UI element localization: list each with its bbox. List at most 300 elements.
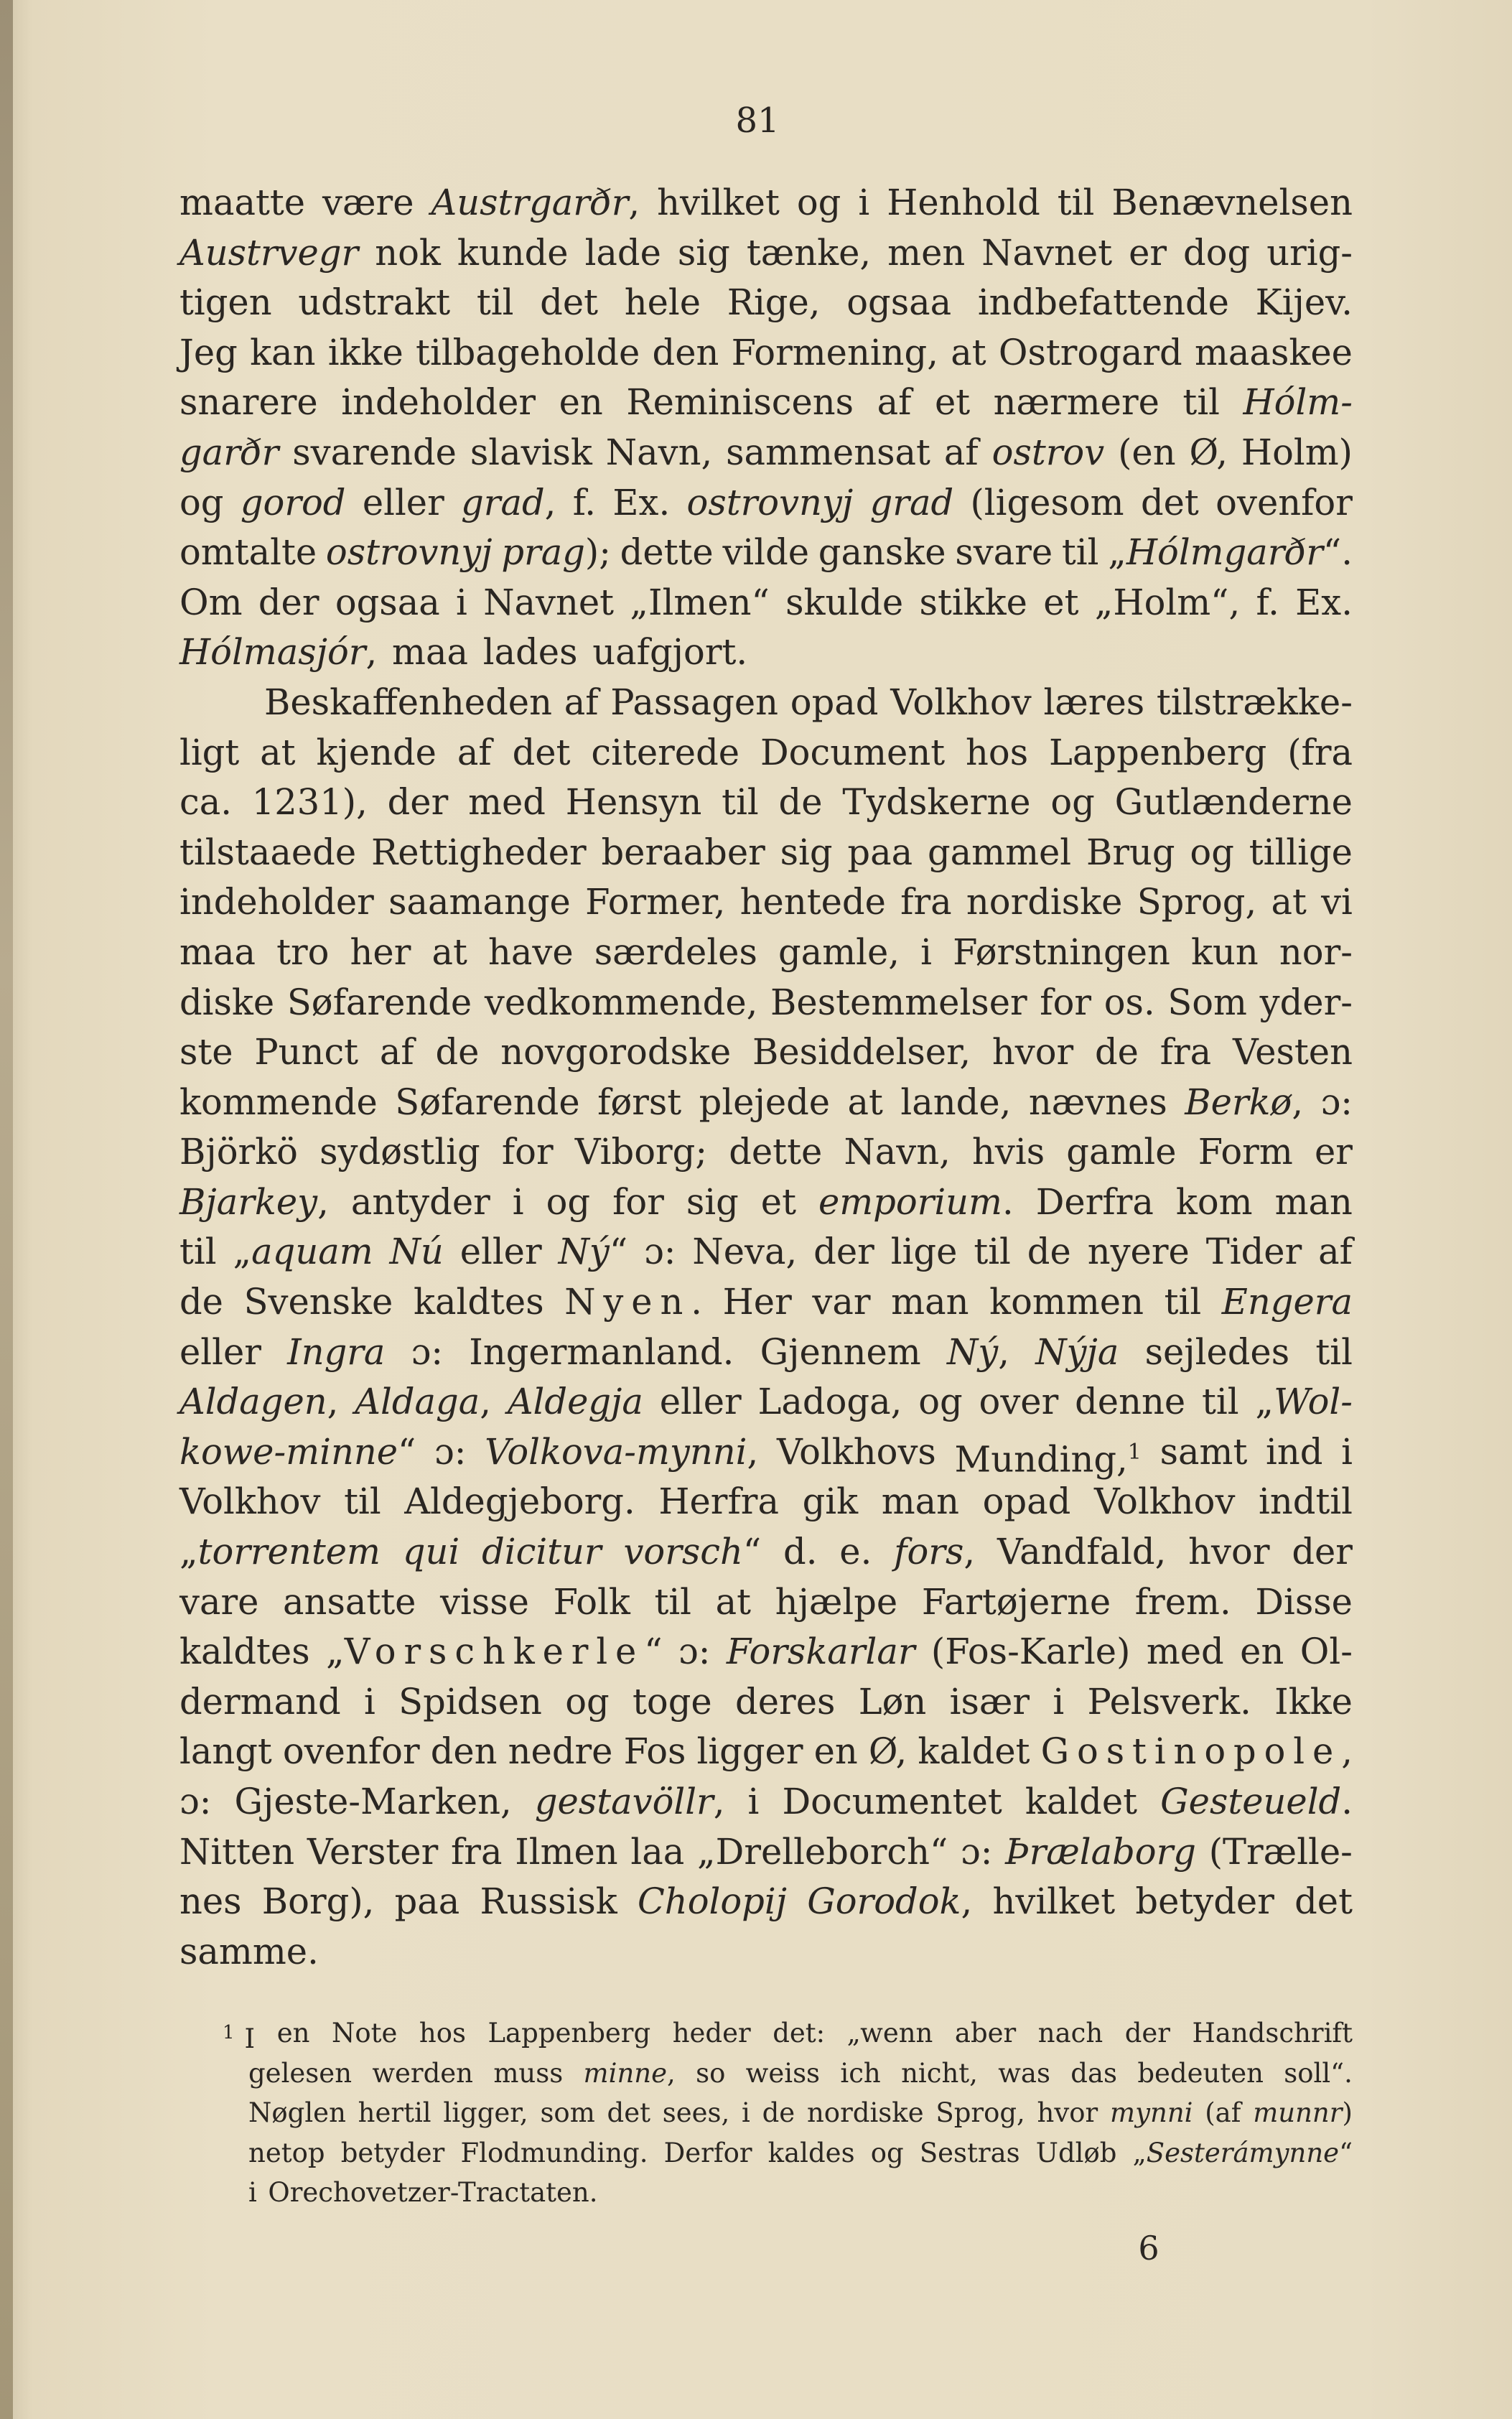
- word: til: [974, 1231, 1011, 1273]
- word: Ladoga,: [757, 1381, 902, 1423]
- word: Form: [1198, 1131, 1293, 1173]
- word: indeholder: [179, 881, 374, 923]
- word: ɔ:: [179, 1781, 212, 1822]
- word: gamle,: [778, 931, 900, 973]
- word: visse: [440, 1580, 529, 1623]
- word: være: [322, 182, 414, 223]
- word: Henhold: [887, 182, 1040, 223]
- word: nok: [375, 231, 441, 274]
- word: Ø,: [868, 1730, 907, 1773]
- word: Lappenberg: [1049, 731, 1267, 773]
- word: Nøglen: [248, 2097, 346, 2128]
- word: et: [1043, 581, 1079, 623]
- word: Borg),: [261, 1880, 375, 1923]
- word: vare: [179, 1580, 259, 1623]
- word: hertil: [358, 2097, 431, 2128]
- word: for: [1040, 981, 1092, 1023]
- text-line: [179, 678, 1353, 728]
- word: nævnes: [1028, 1081, 1167, 1123]
- word: ɔ:: [644, 1231, 676, 1273]
- word: Aldagen,: [179, 1381, 339, 1423]
- word: den: [430, 1730, 498, 1773]
- text-line: [179, 628, 1353, 678]
- word: man: [881, 1481, 960, 1523]
- word: munnr): [1253, 2097, 1353, 2128]
- footnote-line: [179, 2173, 1353, 2213]
- word: Ostrogard: [998, 331, 1182, 373]
- word: Disse: [1255, 1580, 1353, 1623]
- word: tilstrække-: [1156, 681, 1353, 723]
- word: Gesteueld.: [1160, 1781, 1353, 1822]
- word: læres: [1043, 681, 1145, 723]
- text-line: [179, 328, 1353, 378]
- word: tænke,: [746, 231, 872, 274]
- word: gestavöllr,: [534, 1781, 725, 1822]
- text-line: [179, 728, 1353, 778]
- word: til: [1164, 1281, 1202, 1323]
- word: fra: [900, 881, 952, 923]
- word: kaldtes: [179, 1631, 310, 1673]
- word: (af: [1205, 2097, 1241, 2128]
- footnote-line: [179, 2133, 1353, 2173]
- word: de: [1027, 1231, 1071, 1273]
- word: deres: [735, 1680, 836, 1723]
- word: nærmere: [993, 381, 1159, 424]
- word: Berkø,: [1185, 1081, 1304, 1123]
- text-line: [179, 928, 1353, 978]
- word: til: [344, 1481, 381, 1523]
- word: Sprog,: [935, 2097, 1025, 2128]
- word: paa: [847, 831, 913, 873]
- word: af: [457, 731, 492, 773]
- word: ogsaa: [846, 281, 952, 324]
- word: og: [546, 1180, 591, 1223]
- word: lades: [482, 631, 578, 674]
- word: dette: [729, 1131, 823, 1173]
- word: det:: [773, 2018, 826, 2049]
- word: toge: [633, 1680, 712, 1723]
- word: Navn,: [844, 1131, 951, 1173]
- word: Björkö: [179, 1131, 298, 1173]
- word: ɔ:: [961, 1830, 993, 1873]
- word: Neva,: [692, 1231, 798, 1273]
- signature-mark: 6: [1138, 2229, 1159, 2267]
- word: Sprog,: [1137, 881, 1257, 923]
- word: Reminiscens: [626, 381, 854, 424]
- word: sig: [780, 831, 833, 873]
- word: eller: [459, 1231, 542, 1273]
- word: snarere: [179, 381, 318, 424]
- word: i: [512, 1180, 524, 1223]
- word: Beskaffenheden: [264, 681, 552, 723]
- word: lade: [584, 231, 661, 274]
- word: i: [742, 2097, 750, 2128]
- word: og: [1190, 831, 1234, 873]
- word: Fos: [623, 1730, 686, 1773]
- word: Munding,1: [954, 1438, 1142, 1481]
- word: Derfor: [663, 2137, 752, 2168]
- footnote-mark: 1: [223, 2022, 235, 2043]
- word: og: [870, 2137, 904, 2168]
- word: dog: [1183, 231, 1251, 274]
- word: at: [260, 731, 296, 773]
- word: werden: [372, 2057, 474, 2089]
- word: garðr: [179, 431, 279, 473]
- word: Spidsen: [398, 1680, 542, 1723]
- word: sig: [686, 1180, 739, 1223]
- word: kom: [1175, 1180, 1253, 1223]
- word: Passagen: [610, 681, 779, 723]
- text-line: [179, 1477, 1353, 1527]
- word: samme.: [179, 1930, 319, 1972]
- word: dermand: [179, 1680, 341, 1723]
- word: svarende: [292, 431, 457, 473]
- word: Cholopij: [637, 1880, 787, 1923]
- word: urig-: [1266, 231, 1353, 274]
- word: nes: [179, 1880, 242, 1923]
- word: Volkhov: [1093, 1481, 1236, 1523]
- word: de: [435, 1031, 480, 1073]
- word: sydøstlig: [319, 1131, 480, 1173]
- word: Ol-: [1299, 1631, 1353, 1673]
- word: til: [1315, 1330, 1353, 1373]
- word: so: [696, 2057, 726, 2089]
- word: eller: [362, 481, 444, 523]
- word: og: [1050, 781, 1095, 824]
- word: Benævnelsen: [1111, 182, 1353, 223]
- word: der: [1292, 1531, 1353, 1573]
- text-line: [179, 1427, 1353, 1481]
- word: maaskee: [1194, 331, 1353, 373]
- word: ikke: [327, 331, 403, 373]
- word: f.: [1256, 581, 1279, 623]
- word: hvor: [1037, 2097, 1098, 2128]
- word: stikke: [919, 581, 1027, 623]
- word: yder-: [1259, 981, 1353, 1023]
- word: opad: [982, 1481, 1071, 1523]
- word: de: [762, 2097, 795, 2128]
- text-line: [179, 1377, 1353, 1427]
- word: der: [1124, 2018, 1170, 2049]
- word: (Trælle-: [1208, 1830, 1353, 1873]
- text-line: [179, 1277, 1353, 1328]
- word: kaldet: [1025, 1781, 1138, 1822]
- word: d.: [783, 1531, 818, 1573]
- word: gorod: [240, 481, 346, 523]
- word: eller: [179, 1330, 261, 1373]
- word: sig: [677, 231, 730, 274]
- word: i: [858, 182, 870, 223]
- word: der: [258, 581, 319, 623]
- word: Besiddelser,: [752, 1031, 971, 1073]
- word: sees,: [662, 2097, 730, 2128]
- word: Forskarlar: [726, 1631, 915, 1673]
- word: Gostinopole,: [1040, 1730, 1353, 1773]
- word: denne: [1075, 1381, 1186, 1423]
- word: ostrov: [991, 431, 1105, 473]
- word: Derfra: [1035, 1180, 1154, 1223]
- word: Ilmen: [515, 1830, 618, 1873]
- word: „Ilmen“: [630, 581, 770, 623]
- word: den: [652, 331, 719, 373]
- text-line: [179, 278, 1353, 328]
- text-line: [179, 1178, 1353, 1228]
- word: ɔ:: [678, 1631, 711, 1673]
- word: Nýja: [1035, 1330, 1119, 1373]
- word: vi: [1321, 881, 1353, 923]
- word: gik: [802, 1481, 859, 1523]
- word: Ingermanland.: [469, 1330, 734, 1373]
- text-line: [179, 178, 1353, 228]
- word: hvilket: [992, 1880, 1116, 1923]
- word: antyder: [350, 1180, 490, 1223]
- word: indtil: [1259, 1481, 1353, 1523]
- word: Gjeste-Marken,: [234, 1781, 512, 1822]
- word: Nyen.: [564, 1281, 702, 1323]
- word: det: [1294, 1880, 1353, 1923]
- word: prag);: [501, 531, 611, 574]
- word: her: [350, 931, 411, 973]
- word: med: [1146, 1631, 1224, 1673]
- word: af: [379, 1031, 414, 1073]
- word: kunde: [457, 231, 569, 274]
- word: paa: [394, 1880, 460, 1923]
- word: især: [949, 1680, 1030, 1723]
- word: „Sesterámynne“: [1132, 2137, 1353, 2168]
- word: til: [1057, 182, 1095, 223]
- word: plejede: [699, 1081, 831, 1123]
- word: kaldtes: [413, 1281, 544, 1323]
- word: over: [979, 1381, 1059, 1423]
- text-line: [179, 828, 1353, 878]
- word: was: [998, 2057, 1050, 2089]
- word: dette: [620, 531, 714, 574]
- word: ligger: [696, 1730, 803, 1773]
- word: men: [887, 231, 966, 274]
- word: Vandfald,: [997, 1531, 1167, 1573]
- word: minne,: [583, 2057, 676, 2089]
- word: i: [920, 931, 932, 973]
- word: „aquam: [233, 1231, 373, 1273]
- word: muss: [493, 2057, 564, 2089]
- word: nordiske: [966, 881, 1123, 923]
- word: Hólmasjór,: [179, 631, 378, 674]
- word: at: [431, 931, 467, 973]
- word: og: [179, 481, 224, 523]
- word: Navnet: [483, 581, 615, 623]
- word: „torrentem: [179, 1531, 381, 1573]
- word: i: [248, 2177, 257, 2208]
- word: man: [1274, 1180, 1353, 1223]
- word: Aldegja: [507, 1381, 643, 1423]
- word: en: [813, 1730, 858, 1773]
- word: (ligesom: [970, 481, 1124, 523]
- word: bedeuten: [1137, 2057, 1264, 2089]
- word: i: [1341, 1430, 1353, 1473]
- word: der: [813, 1231, 874, 1273]
- word: Verster: [307, 1830, 439, 1873]
- word: Om: [179, 581, 243, 623]
- word: emporium.: [818, 1180, 1014, 1223]
- word: beraaber: [601, 831, 765, 873]
- word: maa: [179, 931, 256, 973]
- word: Note: [331, 2018, 398, 2049]
- word: Document: [760, 731, 946, 773]
- word: hentede: [739, 881, 886, 923]
- word: Hólm-: [1243, 381, 1353, 424]
- word: ovenfor: [1215, 481, 1353, 523]
- word: fors,: [894, 1531, 976, 1573]
- footnote-start: [223, 2013, 255, 2054]
- text-line: [179, 528, 1353, 578]
- word: nordiske: [806, 2097, 924, 2128]
- word: „Hólmgarðr“.: [1108, 531, 1353, 574]
- word: sejledes: [1144, 1330, 1290, 1373]
- word: tigen: [179, 281, 272, 324]
- word: qui: [402, 1531, 460, 1573]
- word: ansatte: [283, 1580, 416, 1623]
- word: Lappenberg: [487, 2018, 651, 2049]
- word: Ingra: [287, 1330, 386, 1373]
- word: et: [934, 381, 971, 424]
- word: Handschrift: [1192, 2018, 1353, 2049]
- word: „wenn: [846, 2018, 933, 2049]
- text-line: [179, 578, 1353, 628]
- word: Svenske: [243, 1281, 393, 1323]
- word: Aldaga,: [355, 1381, 491, 1423]
- word: at: [847, 1081, 883, 1123]
- word: „Drelleborch“: [696, 1830, 948, 1873]
- word: Viborg;: [574, 1131, 708, 1173]
- word: skulde: [785, 581, 904, 623]
- word: maa: [392, 631, 468, 674]
- text-line: [179, 1877, 1353, 1927]
- word: og: [565, 1680, 610, 1723]
- word: Kijev.: [1255, 281, 1353, 324]
- word: Holm): [1241, 431, 1353, 473]
- word: Sestras: [919, 2137, 1020, 2168]
- word: grad,: [461, 481, 556, 523]
- word: nyere: [1087, 1231, 1190, 1273]
- word: kjende: [316, 731, 437, 773]
- word: en: [276, 2018, 310, 2049]
- word: af: [877, 381, 912, 424]
- text-line: [179, 1577, 1353, 1628]
- word: langt: [179, 1730, 272, 1773]
- word: novgorodske: [500, 1031, 732, 1073]
- text-line: [179, 1677, 1353, 1728]
- word: Documentet: [782, 1781, 1002, 1822]
- word: Orechovetzer-Tractaten.: [268, 2177, 598, 2208]
- word: ostrovnyj: [325, 531, 493, 574]
- word: saamange: [388, 881, 571, 923]
- word: ich: [840, 2057, 881, 2089]
- footnote-line: [179, 2013, 1353, 2054]
- word: for: [501, 1131, 554, 1173]
- word: ovenfor: [282, 1730, 420, 1773]
- word: indbefattende: [977, 281, 1229, 324]
- word: svare: [955, 531, 1053, 574]
- word: gamle: [1066, 1131, 1177, 1173]
- word: vorsch“: [623, 1531, 762, 1573]
- text-line: [179, 978, 1353, 1028]
- word: Jeg: [179, 331, 238, 373]
- word: I: [244, 2023, 256, 2055]
- word: Hensyn: [565, 781, 702, 824]
- word: Russisk: [480, 1880, 617, 1923]
- text-line: [179, 478, 1353, 528]
- word: Austrgarðr,: [431, 182, 640, 223]
- word: Austrvegr: [179, 231, 359, 274]
- word: diske: [179, 981, 275, 1023]
- text-line: [179, 1127, 1353, 1178]
- word: Fartøjerne: [921, 1580, 1111, 1623]
- word: e.: [839, 1531, 872, 1573]
- word: Vesten: [1232, 1031, 1353, 1073]
- word: hos: [419, 2018, 466, 2049]
- word: lande,: [900, 1081, 1012, 1123]
- word: ganske: [818, 531, 946, 574]
- word: det: [607, 2097, 650, 2128]
- word: Herfra: [658, 1481, 779, 1523]
- word: af: [564, 681, 599, 723]
- text-line: [179, 778, 1353, 828]
- word: de: [1094, 1031, 1139, 1073]
- word: Søfarende: [395, 1081, 580, 1123]
- word: uafgjort.: [592, 631, 748, 674]
- word: at: [1271, 881, 1307, 923]
- word: hvor: [1188, 1531, 1270, 1573]
- word: maatte: [179, 182, 306, 223]
- word: grad: [869, 481, 954, 523]
- text-line: [179, 1727, 1353, 1777]
- word: kaldet: [918, 1730, 1030, 1773]
- word: man: [891, 1281, 969, 1323]
- word: (fra: [1287, 731, 1353, 773]
- text-line: [179, 378, 1353, 428]
- word: ɔ:: [411, 1330, 444, 1373]
- word: nach: [1037, 2018, 1103, 2049]
- word: Ikke: [1274, 1680, 1353, 1723]
- word: hvilket: [657, 182, 780, 223]
- word: tilstaaede: [179, 831, 357, 873]
- word: og: [796, 182, 841, 223]
- word: have: [488, 931, 574, 973]
- word: Pelsverk.: [1087, 1680, 1251, 1723]
- text-line: [179, 228, 1353, 279]
- text-line: [179, 877, 1353, 928]
- text-line: [179, 1078, 1353, 1128]
- word: var: [812, 1281, 871, 1323]
- word: slavisk: [470, 431, 592, 473]
- word: Volkhov: [890, 681, 1032, 723]
- word: f.: [572, 481, 597, 523]
- word: eller: [659, 1381, 742, 1423]
- word: dicitur: [482, 1531, 602, 1573]
- word: som: [540, 2097, 595, 2128]
- text-line: [179, 1328, 1353, 1378]
- word: Tider: [1205, 1231, 1302, 1273]
- word: Navn,: [605, 431, 713, 473]
- word: soll“.: [1284, 2057, 1353, 2089]
- footnotes: [179, 2013, 1353, 2213]
- word: tillige: [1249, 831, 1353, 873]
- word: Ex.: [1295, 581, 1353, 623]
- word: Volkhov: [179, 1481, 321, 1523]
- word: heder: [672, 2018, 751, 2049]
- word: Þrælaborg: [1005, 1830, 1196, 1873]
- word: til: [179, 1231, 217, 1273]
